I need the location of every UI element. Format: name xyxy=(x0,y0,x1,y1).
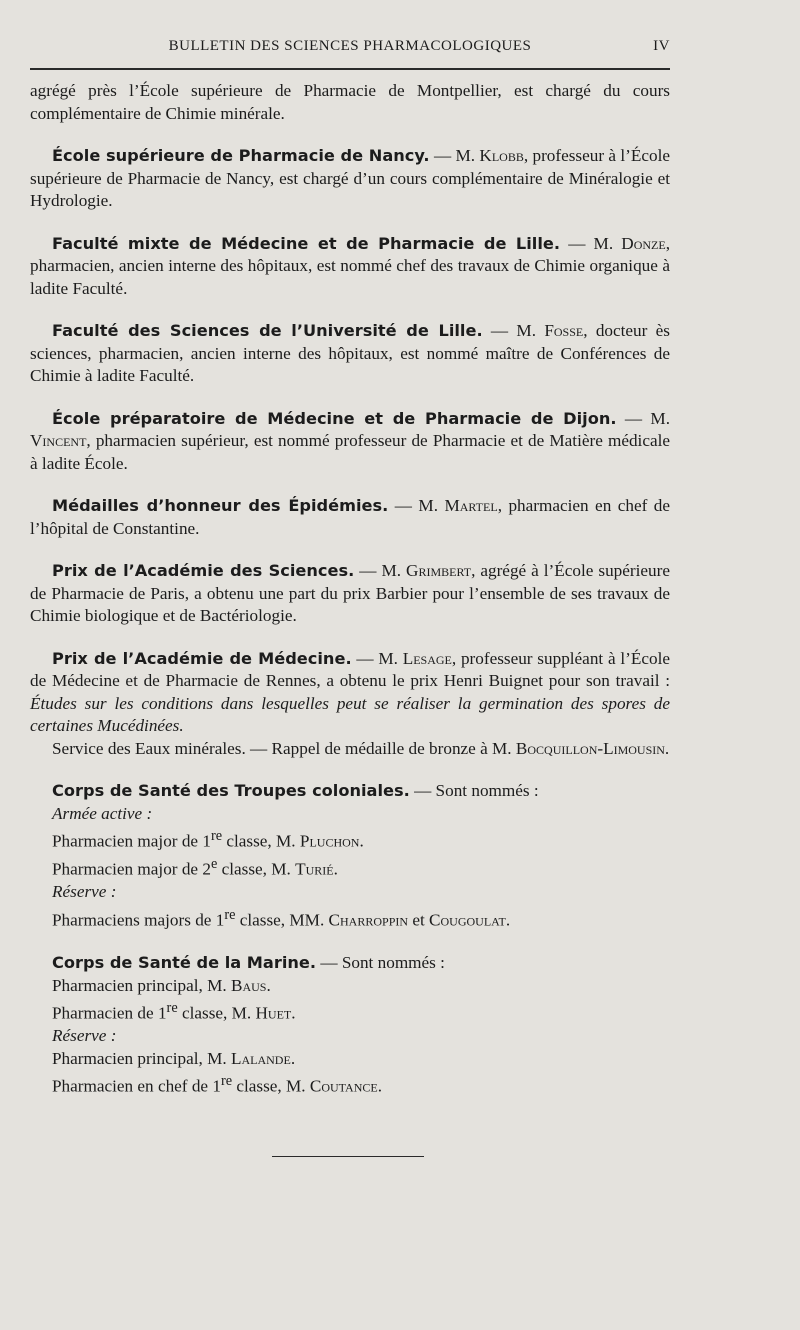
list-item: Pharmacien de 1re classe, M. Huet. xyxy=(52,1000,296,1023)
section-lille-medecine: Faculté mixte de Médecine et de Pharmacie de Lille. — M. Donze, pharmacien, ancien interne des hôpitaux, est nommé chef des travaux de Chimie organique à ladite Faculté. xyxy=(30,233,670,298)
section-nancy: École supérieure de Pharmacie de Nancy. — M. Klobb, professeur à l’École supérieure de Pharmacie de Nancy, est chargé d’un cours complémentaire de Minéralogie et Hydrologie. xyxy=(30,146,670,210)
document-body xyxy=(30,80,670,1099)
page-number: IV xyxy=(653,38,670,54)
reserve-label: Réserve : xyxy=(52,882,117,902)
list-item: Pharmacien en chef de 1re classe, M. Coutance. xyxy=(52,1073,383,1097)
armee-active-label: Armée active : xyxy=(52,803,153,823)
section-medailles: Médailles d’honneur des Épidémies. — M. Martel, pharmacien en chef de l’hôpital de Constantine. xyxy=(30,496,670,538)
section-dijon: École préparatoire de Médecine et de Pharmacie de Dijon. — M. Vincent, pharmacien supérieur, est nommé professeur de Pharmacie et de Matière médicale à ladite École. xyxy=(30,408,670,473)
list-item: Pharmacien principal, M. Lalande. xyxy=(52,1048,296,1068)
intro-paragraph: agrégé près l’École supérieure de Pharmacie de Montpellier, est chargé du cours complémentaire de Chimie minérale. xyxy=(30,81,670,123)
reserve-label: Réserve : xyxy=(52,1026,117,1046)
list-item: Pharmacien major de 1re classe, M. Pluchon. xyxy=(52,828,364,851)
list-item: Pharmacien major de 2e classe, M. Turié. xyxy=(52,856,338,879)
header-rule xyxy=(30,68,670,70)
list-item: Pharmacien principal, M. Baus. xyxy=(52,975,271,995)
section-academie-medecine: Prix de l’Académie de Médecine. — M. Lesage, professeur suppléant à l’École de Médecine et de Pharmacie de Rennes, a obtenu le prix Henri Buignet pour son travail : Études sur les conditions dans lesquelles peut se réaliser la germination des spores de certaines Mucédinées. xyxy=(30,648,670,735)
list-item: Pharmaciens majors de 1re classe, MM. Charroppin et Cougoulat. xyxy=(52,906,511,930)
section-academie-sciences: Prix de l’Académie des Sciences. — M. Grimbert, agrégé à l’École supérieure de Pharmacie de Paris, a obtenu une part du prix Barbier pour l’ensemble de ses travaux de Chimie biologique et de Bactériologie. xyxy=(30,561,670,625)
section-lille-sciences: Faculté des Sciences de l’Université de Lille. — M. Fosse, docteur ès sciences, pharmacien, ancien interne des hôpitaux, est nommé maître de Conférences de Chimie à ladite Faculté. xyxy=(30,321,670,385)
coloniales-list xyxy=(30,803,670,933)
running-header xyxy=(30,34,670,60)
end-rule xyxy=(272,1156,424,1157)
service-eaux-minerales: Service des Eaux minérales. — Rappel de médaille de bronze à M. Bocquillon-Limousin. xyxy=(52,738,670,758)
section-marine: Corps de Santé de la Marine. — Sont nommés : xyxy=(52,953,445,973)
header-title: BULLETIN DES SCIENCES PHARMACOLOGIQUES xyxy=(168,38,532,54)
section-troupes-coloniales: Corps de Santé des Troupes coloniales. — Sont nommés : xyxy=(52,781,539,800)
marine-list xyxy=(30,975,670,1099)
